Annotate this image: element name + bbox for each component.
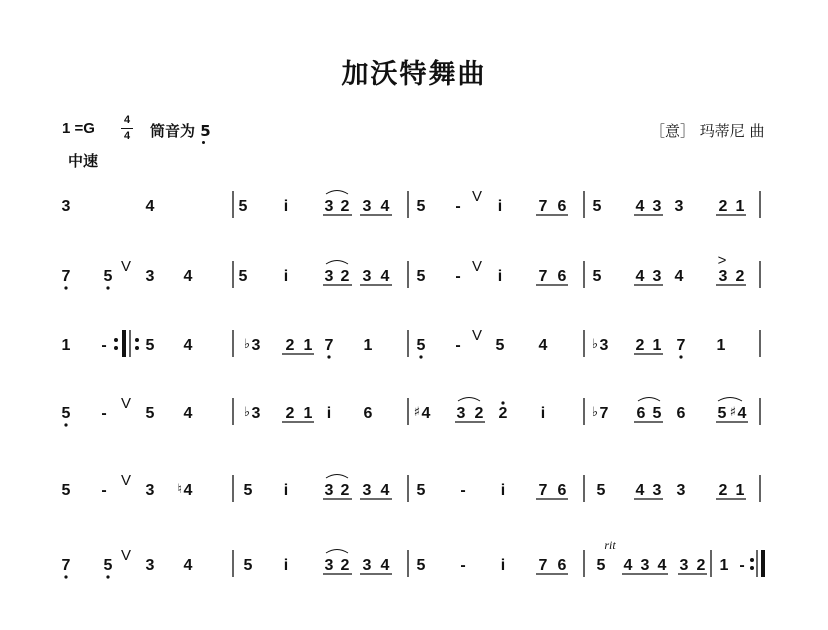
note: 7 xyxy=(538,482,548,499)
dash: - xyxy=(455,268,461,285)
note: 3 xyxy=(324,268,334,285)
accidental: ♭ xyxy=(591,337,598,352)
note: 3 xyxy=(362,482,372,499)
note: 5 xyxy=(596,557,606,574)
note: 5 xyxy=(416,557,426,574)
note: 5 xyxy=(145,405,155,422)
note: 2 xyxy=(340,557,350,574)
note: 5 xyxy=(61,405,71,422)
note: 3 xyxy=(456,405,466,422)
note: 3 xyxy=(324,482,334,499)
note: 4 xyxy=(380,557,390,574)
accidental: ♯ xyxy=(729,405,736,420)
slur-arc xyxy=(638,398,660,402)
note: 2 xyxy=(718,198,728,215)
dash: - xyxy=(460,557,466,574)
note: 7 xyxy=(61,557,71,574)
note: 1 xyxy=(303,405,313,422)
note: 1 xyxy=(303,337,313,354)
note: 3 xyxy=(652,482,662,499)
note: 3 xyxy=(679,557,689,574)
note: 7 xyxy=(324,337,334,354)
breath-mark: V xyxy=(120,258,132,275)
note: i xyxy=(283,268,289,285)
breath-mark: V xyxy=(120,395,132,412)
note: 2 xyxy=(340,198,350,215)
breath-mark: V xyxy=(120,547,132,564)
slur-arc xyxy=(326,475,348,479)
note: 4 xyxy=(183,337,193,354)
note: 4 xyxy=(674,268,684,285)
note: 3 xyxy=(251,405,261,422)
note: 3 xyxy=(324,198,334,215)
dash: - xyxy=(101,482,107,499)
repeat-dot xyxy=(750,558,754,562)
note: 2 xyxy=(285,405,295,422)
note: 2 xyxy=(340,268,350,285)
repeat-dot xyxy=(114,338,118,342)
note: 3 xyxy=(362,268,372,285)
note: 1 xyxy=(652,337,662,354)
note: 2 xyxy=(735,268,745,285)
note: 5 xyxy=(61,482,71,499)
note: 5 xyxy=(416,482,426,499)
note: 1 xyxy=(716,337,726,354)
note: 4 xyxy=(421,405,431,422)
note: 4 xyxy=(737,405,747,422)
note: 4 xyxy=(380,268,390,285)
repeat-dot xyxy=(135,346,139,350)
note: 1 xyxy=(363,337,373,354)
note: 6 xyxy=(363,405,373,422)
upper-octave-dot xyxy=(501,401,504,404)
note: 2 xyxy=(498,405,508,422)
note: 3 xyxy=(61,198,71,215)
repeat-dot xyxy=(750,566,754,570)
dash: - xyxy=(739,557,745,574)
note: 5 xyxy=(652,405,662,422)
dash: - xyxy=(455,198,461,215)
note: 4 xyxy=(183,405,193,422)
note: 4 xyxy=(183,557,193,574)
note: 1 xyxy=(735,482,745,499)
note: 5 xyxy=(717,405,727,422)
note: 6 xyxy=(557,557,567,574)
note: 2 xyxy=(718,482,728,499)
rit-marking: rit xyxy=(604,538,616,552)
note: 5 xyxy=(416,337,426,354)
note: 4 xyxy=(183,482,193,499)
note: 3 xyxy=(599,337,609,354)
note: 6 xyxy=(557,268,567,285)
breath-mark: V xyxy=(471,327,483,344)
note: 5 xyxy=(103,268,113,285)
note: 3 xyxy=(652,268,662,285)
note: 2 xyxy=(474,405,484,422)
lower-octave-dot xyxy=(64,575,67,578)
note: 2 xyxy=(635,337,645,354)
note: 6 xyxy=(557,482,567,499)
lower-octave-dot xyxy=(327,355,330,358)
note: 1 xyxy=(719,557,729,574)
dash: - xyxy=(455,337,461,354)
note: 3 xyxy=(362,557,372,574)
accidental: ♭ xyxy=(243,337,250,352)
slur-arc xyxy=(326,550,348,554)
note: i xyxy=(500,557,506,574)
note: 3 xyxy=(251,337,261,354)
note: 5 xyxy=(243,482,253,499)
lower-octave-dot xyxy=(64,423,67,426)
repeat-dot xyxy=(135,338,139,342)
lower-octave-dot xyxy=(106,286,109,289)
note: 1 xyxy=(735,198,745,215)
note: 4 xyxy=(380,198,390,215)
key-signature: 1 =G xyxy=(62,120,95,137)
note: 2 xyxy=(696,557,706,574)
repeat-dot xyxy=(114,346,118,350)
note: 6 xyxy=(636,405,646,422)
note: 5 xyxy=(238,198,248,215)
slur-arc xyxy=(718,398,742,402)
note: 7 xyxy=(538,557,548,574)
note: 4 xyxy=(635,482,645,499)
note: i xyxy=(540,405,546,422)
lower-octave-dot xyxy=(419,355,422,358)
note: 4 xyxy=(635,268,645,285)
note: 4 xyxy=(623,557,633,574)
breath-mark: V xyxy=(471,188,483,205)
note: 3 xyxy=(362,198,372,215)
slur-arc xyxy=(326,261,348,265)
note: 5 xyxy=(592,268,602,285)
note: 5 xyxy=(103,557,113,574)
thick-barline xyxy=(761,550,765,577)
note: i xyxy=(497,268,503,285)
note: 7 xyxy=(676,337,686,354)
meter-bottom: 4 xyxy=(123,130,131,142)
note: 3 xyxy=(324,557,334,574)
tempo-marking: 中速 xyxy=(68,152,99,170)
note: 7 xyxy=(538,268,548,285)
note: 5 xyxy=(416,198,426,215)
breath-mark: V xyxy=(120,472,132,489)
note: 4 xyxy=(183,268,193,285)
note: 4 xyxy=(538,337,548,354)
accidental: ♭ xyxy=(591,405,598,420)
dash: - xyxy=(460,482,466,499)
note: 4 xyxy=(145,198,155,215)
lower-octave-dot xyxy=(106,575,109,578)
accidental: ♭ xyxy=(243,405,250,420)
note: 4 xyxy=(635,198,645,215)
note: 3 xyxy=(652,198,662,215)
note: 3 xyxy=(674,198,684,215)
accent-mark: > xyxy=(717,252,727,269)
accidental: ♯ xyxy=(413,405,420,420)
slur-arc xyxy=(326,191,348,195)
accidental: ♮ xyxy=(177,482,182,497)
note: 7 xyxy=(599,405,609,422)
note: 2 xyxy=(285,337,295,354)
breath-mark: V xyxy=(471,258,483,275)
note: i xyxy=(283,557,289,574)
note: 5 xyxy=(592,198,602,215)
note: 7 xyxy=(538,198,548,215)
note: 3 xyxy=(145,557,155,574)
note: 5 xyxy=(238,268,248,285)
composer-credit: ［意］ 玛蒂尼 曲 xyxy=(650,122,765,140)
note: 5 xyxy=(416,268,426,285)
note: 5 xyxy=(145,337,155,354)
lower-octave-dot xyxy=(64,286,67,289)
note: 6 xyxy=(557,198,567,215)
slur-arc xyxy=(458,398,480,402)
note: 5 xyxy=(495,337,505,354)
song-title: 加沃特舞曲 xyxy=(341,59,487,90)
note: 7 xyxy=(61,268,71,285)
meter-top: 4 xyxy=(123,114,131,126)
note: i xyxy=(283,482,289,499)
note: 5 xyxy=(243,557,253,574)
lower-octave-dot xyxy=(679,355,682,358)
note: 5 xyxy=(596,482,606,499)
note: 3 xyxy=(718,268,728,285)
note: i xyxy=(497,198,503,215)
note: i xyxy=(326,405,332,422)
dash: - xyxy=(101,405,107,422)
pipe-note: 筒音为 5 xyxy=(150,122,211,140)
note: i xyxy=(283,198,289,215)
note: 2 xyxy=(340,482,350,499)
dash: - xyxy=(101,337,107,354)
note: i xyxy=(500,482,506,499)
note: 3 xyxy=(145,482,155,499)
note: 1 xyxy=(61,337,71,354)
note: 6 xyxy=(676,405,686,422)
note: 4 xyxy=(657,557,667,574)
note: 3 xyxy=(640,557,650,574)
note: 3 xyxy=(145,268,155,285)
note: 4 xyxy=(380,482,390,499)
note: 3 xyxy=(676,482,686,499)
thick-barline xyxy=(122,330,126,357)
